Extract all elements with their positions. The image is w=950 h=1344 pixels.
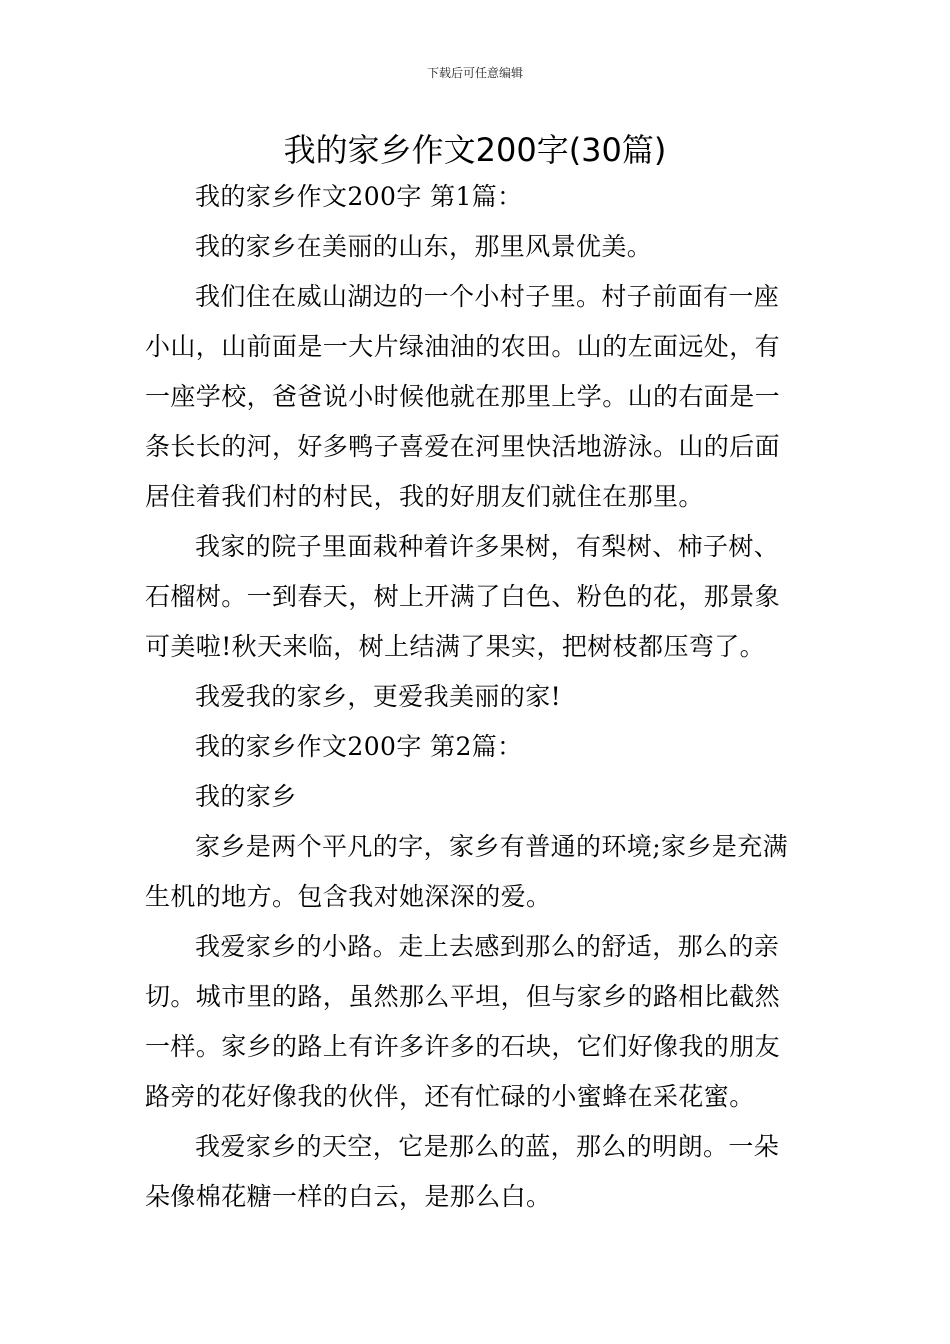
paragraph-hometown: 家乡是两个平凡的字，家乡有普通的环境;家乡是充满 生机的地方。包含我对她深深的爱。 xyxy=(145,832,789,911)
page-title: 我的家乡作文200字(30篇) xyxy=(283,131,667,169)
section-heading-2: 我的家乡作文200字 第2篇： xyxy=(195,732,523,761)
paragraph-sky: 我爱家乡的天空，它是那么的蓝，那么的明朗。一朵 朵像棉花糖一样的白云，是那么白。 xyxy=(145,1132,780,1211)
document-body xyxy=(145,172,810,1222)
paragraph-yard: 我家的院子里面栽种着许多果树，有梨树、柿子树、 石榴树。一到春天，树上开满了白色、粉色的花，那景象 可美啦!秋天来临，树上结满了果实，把树枝都压弯了。 xyxy=(145,532,781,661)
section-heading-1: 我的家乡作文200字 第1篇： xyxy=(195,182,523,211)
paragraph-intro: 我的家乡在美丽的山东，那里风景优美。 xyxy=(195,232,653,261)
essay-subtitle: 我的家乡 xyxy=(195,782,297,811)
paragraph-road: 我爱家乡的小路。走上去感到那么的舒适，那么的亲 切。城市里的路，虽然那么平坦，但与家乡的路相比截然 一样。家乡的路上有许多许多的石块，它们好像我的朋友 路旁的花好像我的伙伴，还有忙碌的小蜜蜂在采花蜜。 xyxy=(145,932,781,1111)
paragraph-village: 我们住在威山湖边的一个小村子里。村子前面有一座 小山，山前面是一大片绿油油的农田。山的左面远处，有 一座学校，爸爸说小时候他就在那里上学。山的右面是一 条长长的河，好多鸭子喜爱在河里快活地游泳。山的后面 居住着我们村的村民，我的好朋友们就住在那里。 xyxy=(145,282,781,511)
page-header-note: 下载后可任意编辑 xyxy=(426,66,523,80)
paragraph-conclusion: 我爱我的家乡，更爱我美丽的家! xyxy=(195,682,562,711)
